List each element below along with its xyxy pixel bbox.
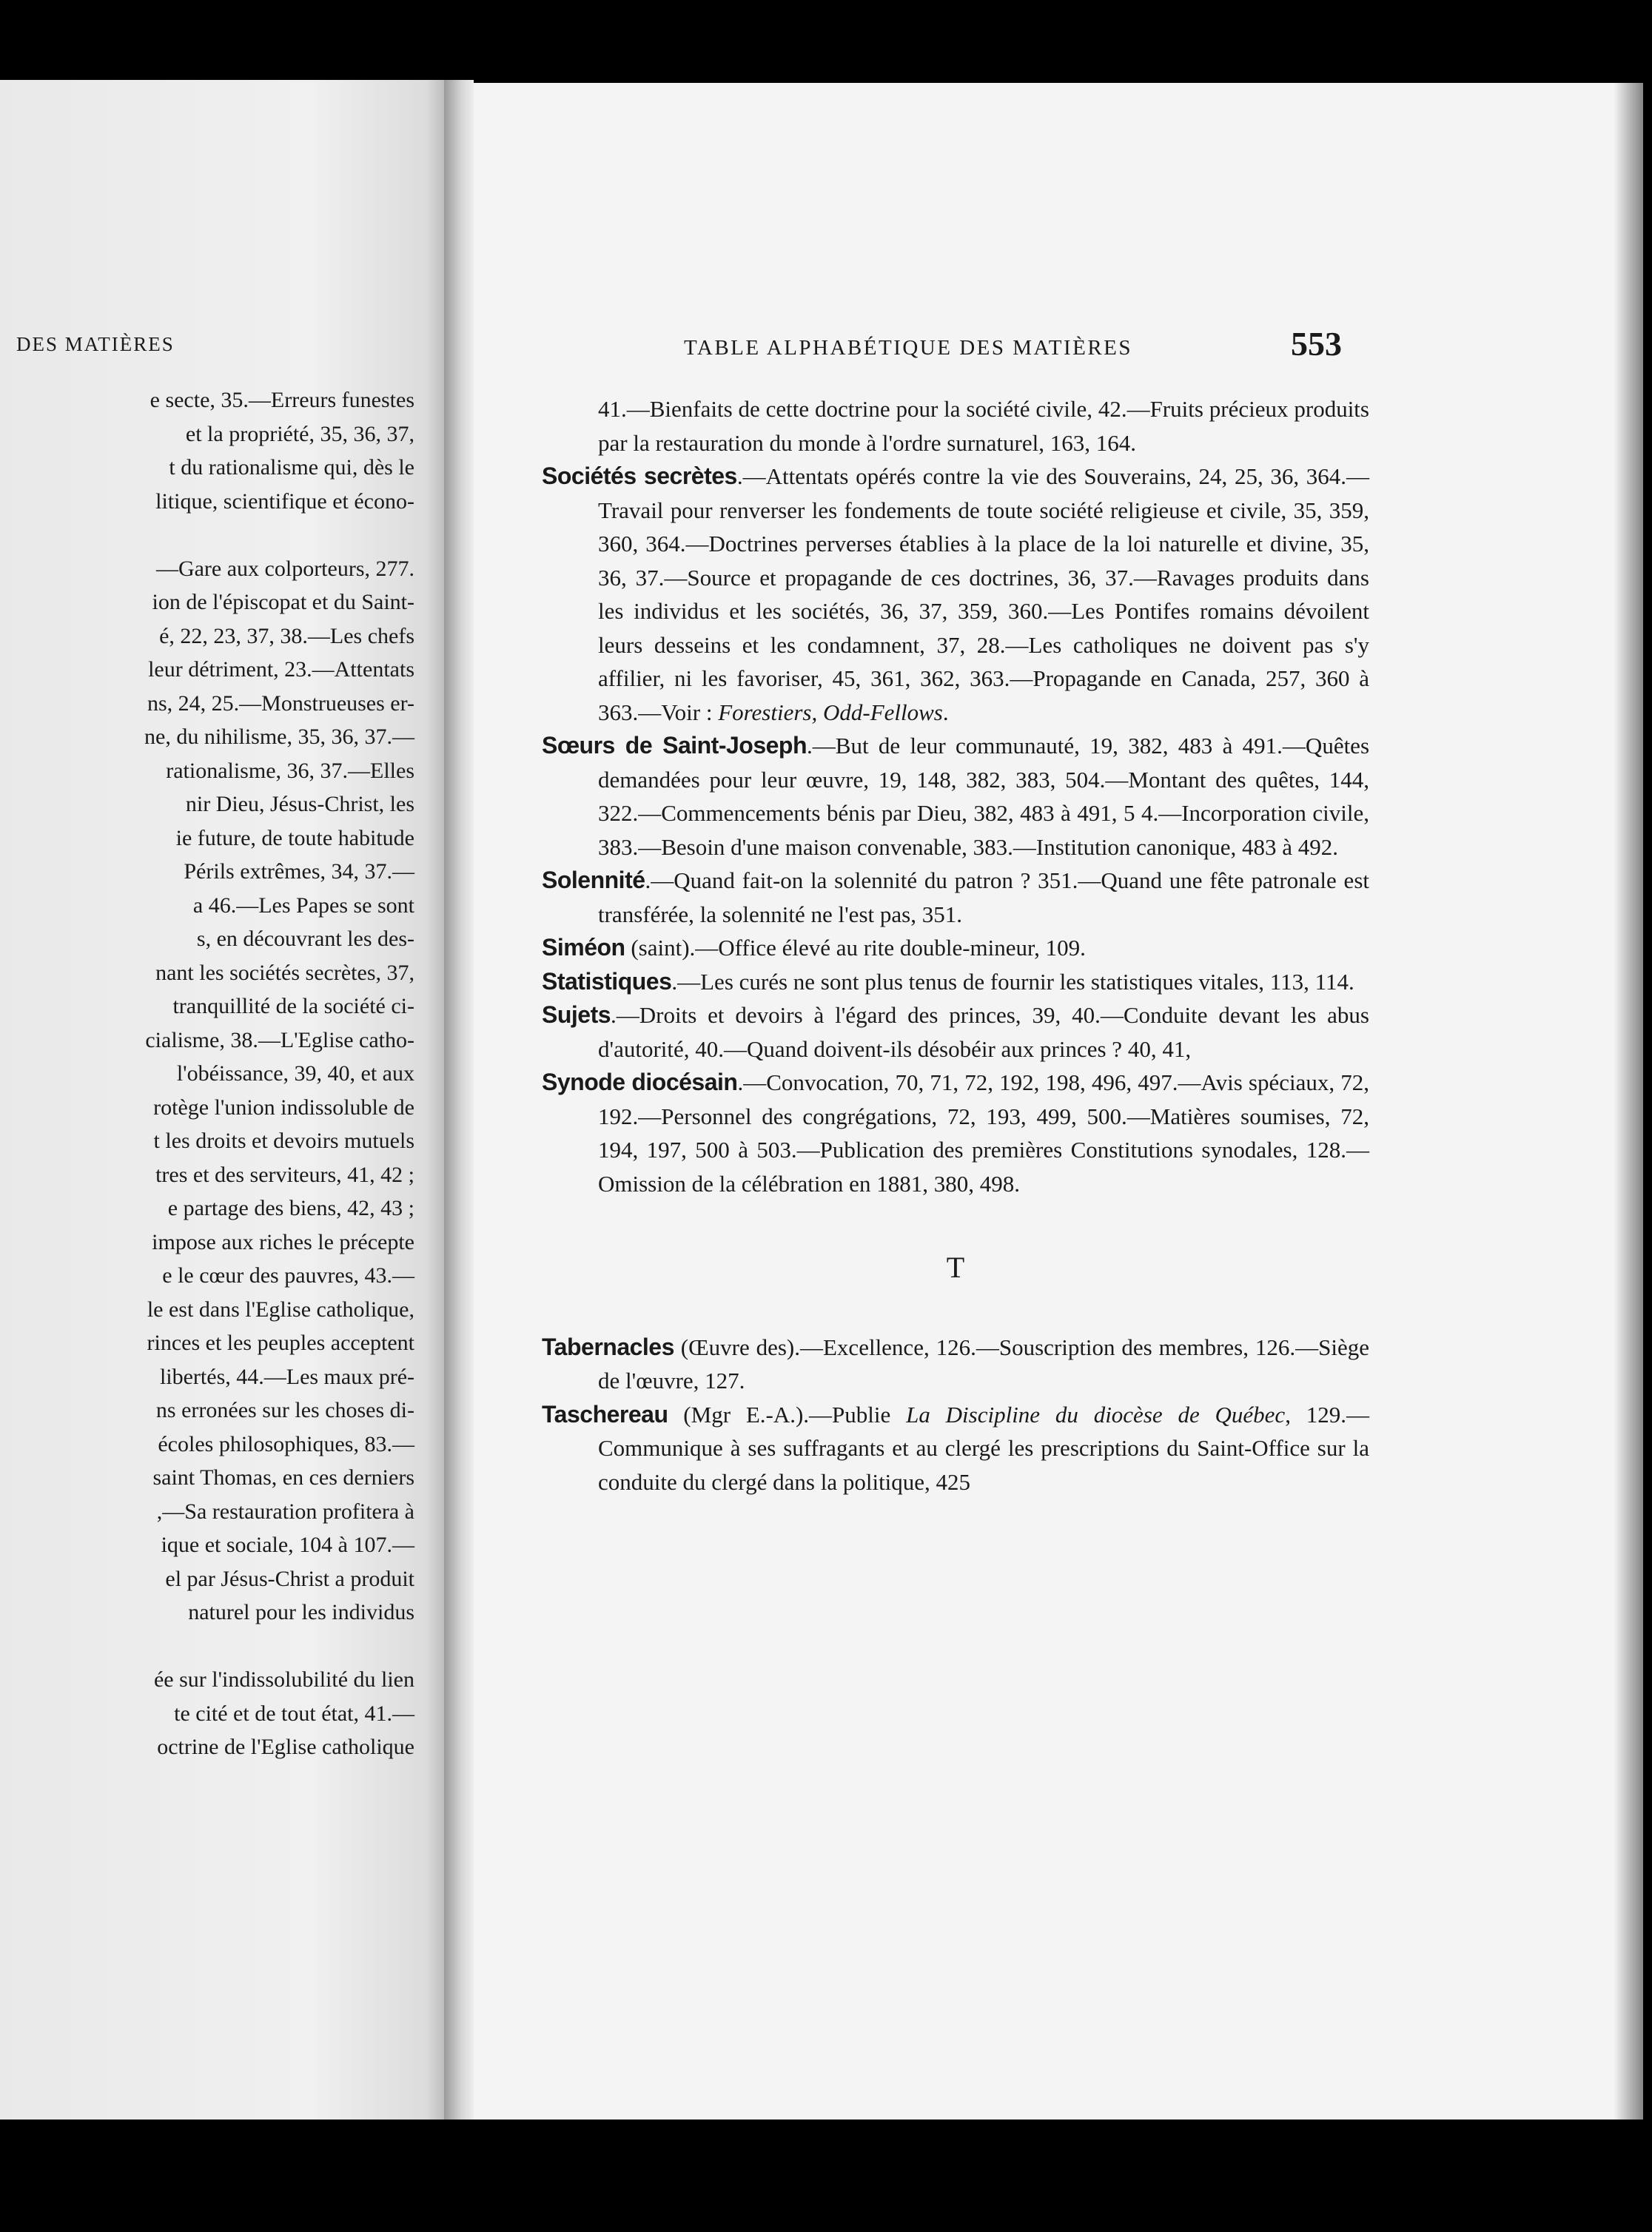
left-text-line: libertés, 44.—Les maux pré- [159, 1364, 414, 1389]
left-text-line: saint Thomas, en ces derniers [152, 1465, 414, 1490]
left-text-line: écoles philosophiques, 83.— [158, 1431, 414, 1456]
left-text-line: nant les sociétés secrètes, 37, [155, 960, 414, 985]
left-text-line: e secte, 35.—Erreurs funestes [150, 388, 414, 412]
left-text-line: ique et sociale, 104 à 107.— [161, 1533, 414, 1557]
right-page [474, 83, 1643, 2120]
left-text-line: tres et des serviteurs, 41, 42 ; [155, 1162, 414, 1187]
entry-italic: Forestiers, Odd-Fellows [718, 699, 943, 725]
left-text-line: ie future, de toute habitude [175, 825, 414, 850]
left-text-line: rationalisme, 36, 37.—Elles [166, 758, 414, 783]
left-text-line: ion de l'épiscopat et du Saint- [152, 590, 414, 614]
left-text-line: impose aux riches le précepte [152, 1229, 414, 1254]
entry-text: .—Convocation, 70, 71, 72, 192, 198, 496, 497.—Avis spéciaux, 72, 192.—Personnel des congrégations, 72, 193, 499, 500.—Matières soumises, 72, 194, 197, 500 à 503.—Publication des premières Constitutions synodales, 128.—Omission de la célébration en 1881, 380, 498. [598, 1069, 1370, 1197]
left-text-line: cialisme, 38.—L'Eglise catho- [145, 1027, 414, 1052]
left-text-line: é, 22, 23, 37, 38.—Les chefs [159, 623, 414, 648]
entry-heading: Sujets [542, 1001, 611, 1028]
left-text-line: e partage des biens, 42, 43 ; [167, 1196, 414, 1220]
left-text-line: et la propriété, 35, 36, 37, [185, 421, 414, 446]
index-entry [542, 998, 1369, 1066]
index-content [542, 392, 1369, 1499]
entry-heading: Sociétés secrètes [542, 463, 737, 489]
book-gutter [444, 80, 474, 2120]
left-text-line: rinces et les peuples acceptent [147, 1331, 414, 1355]
entry-text: .—Les curés ne sont plus tenus de fournir les statistiques vitales, 113, 114. [671, 968, 1354, 995]
left-text-line: nir Dieu, Jésus-Christ, les [185, 792, 414, 816]
entry-text: (Mgr E.-A.).—Publie [668, 1401, 907, 1428]
index-entry [542, 1066, 1369, 1200]
page-number: 553 [1291, 325, 1342, 363]
left-text-line: ns, 24, 25.—Monstrueuses er- [147, 690, 414, 716]
entry-heading: Synode diocésain [542, 1069, 738, 1095]
left-text-line: —Gare aux colporteurs, 277. [155, 556, 414, 581]
entry-text: (saint).—Office élevé au rite double-mineur, 109. [625, 935, 1086, 961]
left-text-line: leur détriment, 23.—Attentats [148, 657, 414, 682]
left-text-line: l'obéissance, 39, 40, et aux [176, 1061, 414, 1086]
left-text-line: litique, scientifique et écono- [155, 488, 414, 514]
left-text-line: t du rationalisme qui, dès le [169, 455, 414, 480]
page-edge-shadow [1614, 83, 1643, 2120]
index-entry [542, 864, 1369, 931]
left-text-line: te cité et de tout état, 41.— [174, 1701, 414, 1726]
left-text-line: octrine de l'Eglise catholique [157, 1735, 414, 1759]
index-entry [542, 460, 1369, 729]
entry-italic: La Discipline du diocèse de Québec [906, 1401, 1286, 1428]
entry-text: (Œuvre des).—Excellence, 126.—Souscription des membres, 126.—Siège de l'œuvre, 127. [598, 1334, 1369, 1394]
left-text-line: ns erronées sur les choses di- [155, 1398, 414, 1422]
section-letter: T [946, 1251, 965, 1284]
left-text-line [0, 518, 414, 552]
entry-heading: Solennité [542, 867, 645, 893]
entry-text: .—But de leur communauté, 19, 382, 483 à 491.—Quêtes demandées pour leur œuvre, 19, 148, 382, 383, 504.—Montant des quêtes, 144, 322.—Commencements bénis par Dieu, 382, 483 à 491, 5 4.—Incorporation civile, 383.—Besoin d'une maison convenable, 383.—Institution canonique, 483 à 492. [598, 733, 1370, 860]
index-entry [542, 1331, 1369, 1398]
left-text-line: el par Jésus-Christ a produit [165, 1566, 414, 1591]
left-text-line: ,—Sa restauration profitera à [156, 1499, 414, 1524]
left-text-line: ée sur l'indissolubilité du lien [153, 1667, 414, 1692]
entry-tail: . [942, 699, 949, 725]
entry-tail: , 129.—Communique à ses suffragants et au clergé les prescriptions du Saint-Office sur la conduite du clergé dans la politique, 425 [598, 1401, 1370, 1495]
entry-heading: Siméon [542, 934, 625, 961]
left-text-line: a 46.—Les Papes se sont [192, 893, 414, 918]
left-page [0, 80, 444, 2120]
running-header: TABLE ALPHABÉTIQUE DES MATIÈRES [684, 336, 1133, 360]
left-text-line: le est dans l'Eglise catholique, [147, 1297, 414, 1322]
left-text-line: s, en découvrant les des- [196, 927, 414, 951]
index-entry [542, 965, 1369, 999]
left-text-line: tranquillité de la société ci- [172, 994, 414, 1018]
index-entry [542, 1398, 1369, 1499]
entry-text: .—Droits et devoirs à l'égard des princes, 39, 40.—Conduite devant les abus d'autorité, 40.—Quand doivent-ils désobéir aux princes ? 40, 41, [598, 1002, 1369, 1062]
continued-entry: 41.—Bienfaits de cette doctrine pour la société civile, 42.—Fruits précieux produits par la restauration du monde à l'ordre surnaturel, 163, 164. [598, 396, 1369, 456]
left-running-header: DES MATIÈRES [16, 333, 175, 355]
left-text-line: e le cœur des pauvres, 43.— [162, 1263, 414, 1288]
entry-text: .—Attentats opérés contre la vie des Souverains, 24, 25, 36, 364.—Travail pour renverser les fondements de toute société religieuse et civile, 35, 359, 360, 364.—Doctrines perverses établies à la place de la loi naturelle et divine, 35, 36, 37.—Source et propagande de ces doctrines, 36, 37.—Ravages produits dans les individus et les sociétés, 36, 37, 359, 360.—Les Pontifes romains dévoilent leurs desseins et les condamnent, 37, 28.—Les catholiques ne doivent pas s'y affilier, ni les favoriser, 45, 361, 362, 363.—Propagande en Canada, 257, 360 à 363.—Voir : [598, 463, 1370, 725]
index-entry [542, 931, 1369, 965]
entry-heading: Tabernacles [542, 1333, 674, 1360]
entry-heading: Taschereau [542, 1400, 668, 1428]
entry-heading: Statistiques [542, 967, 672, 995]
left-text-line [0, 1630, 414, 1664]
index-entries-s [542, 460, 1369, 1200]
index-entries-t [542, 1331, 1369, 1499]
left-text-line: rotège l'union indissoluble de [153, 1095, 414, 1120]
left-text-line: naturel pour les individus [188, 1600, 414, 1624]
left-page-text [0, 383, 414, 1764]
left-text-line: ne, du nihilisme, 35, 36, 37.— [144, 725, 414, 749]
left-text-line: Périls extrêmes, 34, 37.— [184, 859, 414, 884]
index-entry [542, 729, 1369, 864]
entry-text: .—Quand fait-on la solennité du patron ? 351.—Quand une fête patronale est transférée, la solennité ne l'est pas, 351. [598, 867, 1369, 927]
entry-heading: Sœurs de Saint-Joseph [542, 732, 807, 759]
left-text-line: t les droits et devoirs mutuels [153, 1129, 414, 1153]
